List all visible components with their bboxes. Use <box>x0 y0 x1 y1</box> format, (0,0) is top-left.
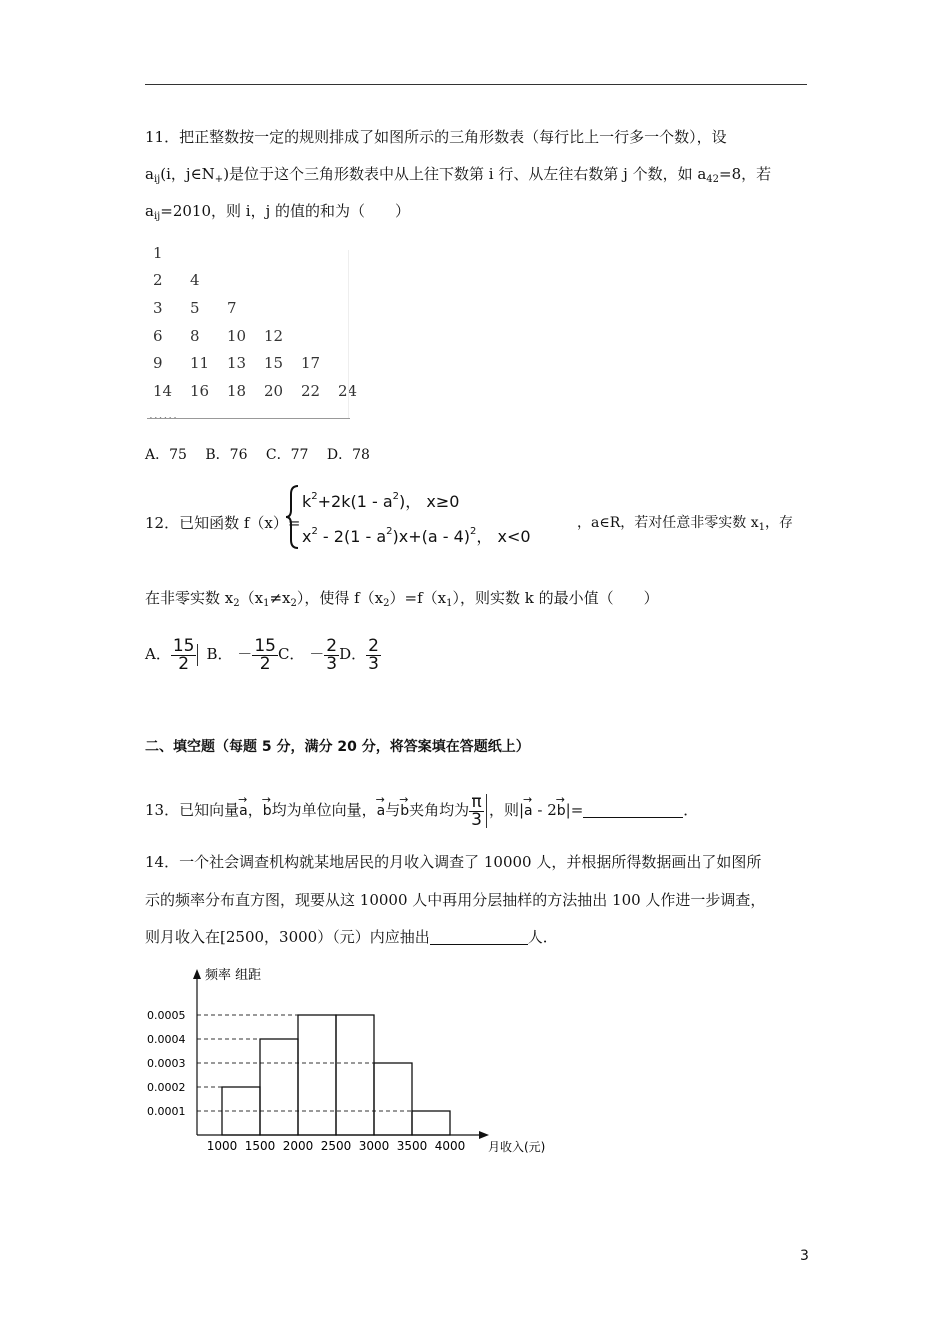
vector-b: → b <box>399 793 410 819</box>
triangle-cell: 3 <box>153 299 163 317</box>
triangle-cell: 15 <box>264 354 284 372</box>
answer-blank[interactable] <box>583 802 683 818</box>
q12-condition: ，a∈R，若对任意非零实数 $x_1$，存 <box>577 515 793 533</box>
fraction: $\frac{15}{2}$ <box>254 635 276 674</box>
triangle-cell: 16 <box>190 382 210 400</box>
piecewise-case-2: $x^2 - 2(1 - a^2)x+(a - 4)^2$， x<0 <box>302 526 531 546</box>
y-tick-label: 0.0005 <box>147 1009 186 1022</box>
triangle-cell: 9 <box>153 354 163 372</box>
piecewise-case-1: $k^2+2k(1 - a^2)$， x≥0 <box>302 491 460 511</box>
triangle-cell: 4 <box>190 271 200 289</box>
separator <box>486 794 487 828</box>
histogram-bar <box>298 1015 336 1135</box>
triangle-cell: 1 <box>153 244 163 262</box>
q12-options: A． $\frac{15}{2}$ B． － $\frac{15}{2}$ C． － $\frac{2}{3}$ D． $\frac{2}{3}$ <box>145 635 379 674</box>
q14-line3: 则月收入在[2500，3000）（元）内应抽出 人． <box>145 928 558 946</box>
q11-line1: 11．把正整数按一定的规则排成了如图所示的三角形数表（每行比上一行多一个数），设 <box>145 128 727 146</box>
triangle-cell: 18 <box>227 382 247 400</box>
triangle-cell: 14 <box>153 382 173 400</box>
x-tick-label: 1500 <box>244 1139 276 1153</box>
answer-blank[interactable] <box>430 929 528 945</box>
triangle-border <box>348 250 349 418</box>
triangle-cell: 11 <box>190 354 210 372</box>
triangle-baseline <box>147 418 350 419</box>
triangle-cell: 7 <box>227 299 237 317</box>
x-tick-label: 2500 <box>320 1139 352 1153</box>
triangle-cell: 5 <box>190 299 200 317</box>
triangle-cell: 2 <box>153 271 163 289</box>
histogram-bar <box>412 1111 450 1135</box>
vector-b: → b <box>261 793 272 819</box>
number-triangle-figure <box>145 240 358 422</box>
y-tick-label: 0.0002 <box>147 1081 186 1094</box>
fraction-pi-over-3: $\frac{\pi}{3}$ <box>471 791 482 830</box>
y-tick-label: 0.0001 <box>147 1105 186 1118</box>
fraction: $\frac{2}{3}$ <box>326 635 338 674</box>
vector-a: → a <box>238 793 248 819</box>
fraction: $\frac{2}{3}$ <box>368 635 379 674</box>
triangle-cell: 13 <box>227 354 247 372</box>
q13-line: 13．已知向量 → a， → b均为单位向量， → a与 → b夹角均为 $\frac{\pi}{3}$ ，则| → a - 2 → b|= ． <box>145 788 698 832</box>
triangle-cell: 17 <box>301 354 321 372</box>
q11-line3: $a_{ij}=2010$，则 i，j 的值的和为（ ） <box>145 202 410 222</box>
histogram-bar <box>336 1015 374 1135</box>
triangle-cell: 12 <box>264 327 284 345</box>
triangle-ellipsis: ...... <box>149 408 178 422</box>
x-tick-label: 1000 <box>206 1139 238 1153</box>
q14-line2: 示的频率分布直方图，现要从这 10000 人中再用分层抽样的方法抽出 100 人作进一步调查， <box>145 891 766 909</box>
triangle-cell: 24 <box>338 382 358 400</box>
q14-line1: 14．一个社会调查机构就某地居民的月收入调查了 10000 人，并根据所得数据画出了如图所 <box>145 853 762 871</box>
histogram-bar <box>260 1039 298 1135</box>
x-tick-label: 3500 <box>396 1139 428 1153</box>
piecewise-brace <box>284 484 302 550</box>
triangle-cell: 22 <box>301 382 321 400</box>
histogram-bars <box>222 1015 450 1135</box>
axes <box>193 969 489 1139</box>
triangle-cell: 10 <box>227 327 247 345</box>
triangle-cell: 6 <box>153 327 163 345</box>
page-number: 3 <box>800 1248 809 1264</box>
histogram-bar <box>374 1063 412 1135</box>
q11-line2: $a_{ij}(i$，$j\in N_+$)是位于这个三角形数表中从上往下数第 i 行、从左往右数第 j 个数，如 $a_{42}=8$，若 <box>145 165 772 185</box>
x-tick-label: 3000 <box>358 1139 390 1153</box>
y-tick-labels <box>147 1009 186 1118</box>
x-tick-label: 4000 <box>434 1139 466 1153</box>
header-rule <box>145 84 807 85</box>
section-heading: 二、填空题（每题 5 分，满分 20 分，将答案填在答题纸上） <box>145 739 530 755</box>
vector-a: → a <box>523 793 533 819</box>
q12-line2: 在非零实数 $x_2(x_1\ne x_2)$，使得 $f(x_2)=f(x_1)$，则实数 k 的最小值（ ） <box>145 589 659 609</box>
frequency-histogram <box>145 963 555 1155</box>
fraction: $\frac{15}{2}$ <box>172 635 195 674</box>
x-tick-label: 2000 <box>282 1139 314 1153</box>
x-axis-label: 月收入(元) <box>488 1140 546 1154</box>
vector-a: → a <box>375 793 386 819</box>
y-axis-label: 频率 组距 <box>205 968 262 983</box>
q12-intro: 12．已知函数 f（x）= <box>145 514 301 532</box>
q11-options: A．75 B．76 C．77 D．78 <box>145 447 370 463</box>
vector-b: → b <box>555 793 566 819</box>
y-tick-label: 0.0003 <box>147 1057 186 1070</box>
x-tick-labels <box>207 1139 466 1153</box>
separator <box>197 644 198 666</box>
triangle-cell: 8 <box>190 327 200 345</box>
y-tick-label: 0.0004 <box>147 1033 186 1046</box>
triangle-cell: 20 <box>264 382 284 400</box>
